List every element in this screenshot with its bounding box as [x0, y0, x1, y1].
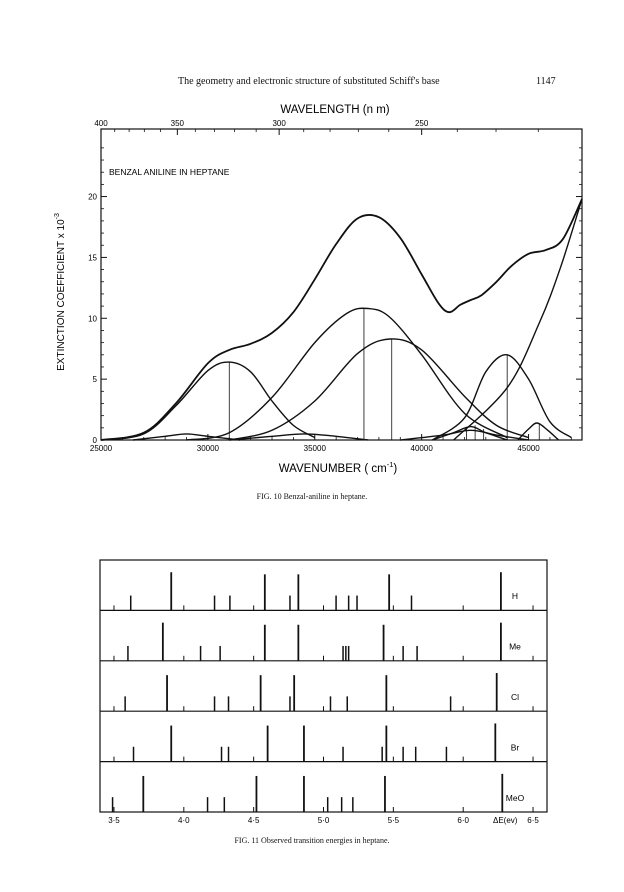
gaussian-component-line	[229, 339, 528, 440]
y-tick-label: 5	[92, 375, 97, 385]
x-tick-label: 45000	[517, 444, 540, 453]
top-tick-label: 400	[94, 119, 108, 128]
y-tick-label: 0	[92, 436, 97, 445]
x-tick-label: 40000	[410, 444, 433, 453]
x-tick-label: 5·0	[317, 816, 330, 825]
x-tick-label: 35000	[303, 444, 326, 453]
x-tick-label: 6·0	[457, 816, 469, 825]
x-tick-label: 6·5	[527, 816, 539, 825]
panel-label: H	[511, 591, 519, 602]
figure-11-transition-chart	[90, 556, 570, 826]
gaussian-component-line	[187, 308, 508, 440]
top-tick-label: 250	[414, 119, 429, 128]
x-axis-label: ΔE(ev)	[493, 816, 518, 825]
top-axis-label: WAVELENGTH (n m)	[280, 104, 390, 116]
panel-label: Br	[510, 742, 520, 753]
x-tick-label: 4·0	[178, 816, 190, 825]
y-axis-label: EXTINCTION COEFFICIENT x $10^{-3}$	[54, 213, 67, 371]
figure-11-caption: FIG. 11 Observed transition energies in heptane.	[234, 836, 390, 845]
y-tick-label: 10	[88, 314, 97, 324]
running-title: The geometry and electronic structure of substituted Schiff's base	[178, 76, 440, 87]
gaussian-component-line	[101, 362, 315, 440]
x-tick-label: 25000	[89, 444, 113, 453]
x-axis-label: WAVENUMBER ( $cm^{-1}$)	[278, 460, 398, 475]
panel-label: MeO	[505, 792, 525, 803]
y-tick-label: 20	[88, 192, 97, 202]
x-tick-label: 5·5	[387, 816, 400, 825]
x-tick-label: 30000	[196, 444, 220, 453]
top-tick-label: 300	[272, 119, 286, 128]
observed-spectrum-line	[101, 199, 582, 440]
x-tick-label: 4·5	[247, 816, 260, 825]
page-number: 1147	[536, 76, 556, 87]
x-tick-label: 3·5	[108, 816, 120, 825]
panel-label: Me	[509, 641, 521, 652]
panel-label: BENZAL ANILINE IN HEPTANE	[109, 167, 230, 177]
figure-10-spectrum-chart	[40, 96, 600, 486]
top-tick-label: 350	[170, 119, 185, 128]
y-tick-label: 15	[88, 253, 97, 263]
panel-label: Cl	[510, 692, 520, 702]
gaussian-component-line	[432, 355, 571, 440]
figure-10-caption: FIG. 10 Benzal-aniline in heptane.	[256, 492, 368, 501]
